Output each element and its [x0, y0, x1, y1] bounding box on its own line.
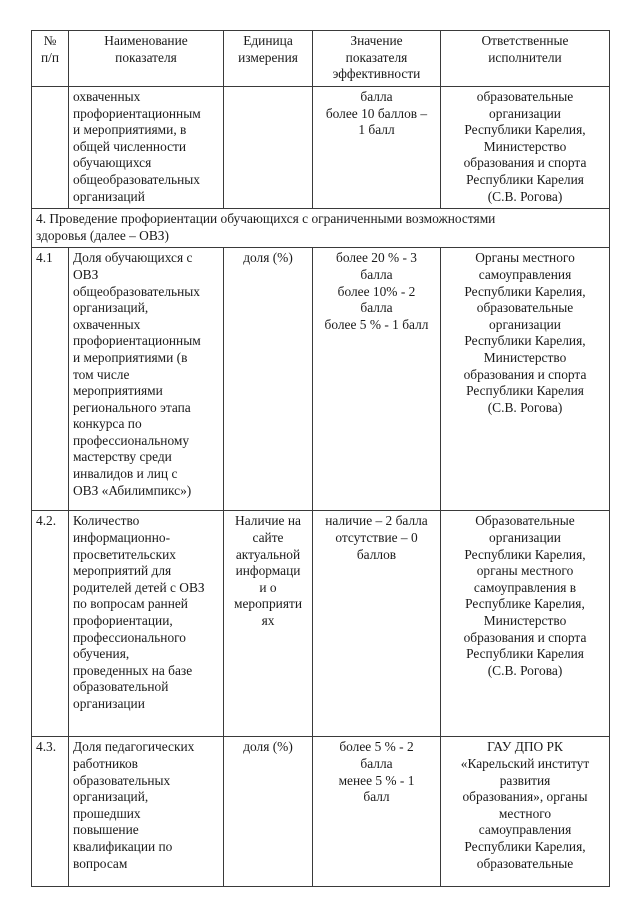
table-row: [32, 511, 610, 737]
indicators-table: [31, 30, 610, 887]
row-unit: доля (%): [224, 737, 313, 887]
row-num: [32, 87, 69, 209]
row-unit: Наличие на сайте актуальной информаци и о мероприяти ях: [224, 511, 313, 737]
row-name: охваченных профориентационным и мероприятиями, в общей численности обучающихся общеобразовательных организаций: [69, 87, 224, 209]
row-num: 4.2.: [32, 511, 69, 737]
header-name: Наименование показателя: [69, 31, 224, 87]
row-value: более 5 % - 2 балла менее 5 % - 1 балл: [313, 737, 441, 887]
row-responsible: ГАУ ДПО РК «Карельский институт развития образования», органы местного самоуправления Республики Карелия, образовательные: [441, 737, 610, 887]
row-num: 4.3.: [32, 737, 69, 887]
table-header-row: [32, 31, 610, 87]
row-unit: доля (%): [224, 248, 313, 511]
row-responsible: образовательные организации Республики Карелия, Министерство образования и спорта Республики Карелия (С.В. Рогова): [441, 87, 610, 209]
row-name: Количество информационно- просветительских мероприятий для родителей детей с ОВЗ по вопросам ранней профориентации, профессионального обучения, проведенных на базе образовательной организации: [69, 511, 224, 737]
row-responsible: Органы местного самоуправления Республики Карелия, образовательные организации Республики Карелия, Министерство образования и спорта Республики Карелия (С.В. Рогова): [441, 248, 610, 511]
row-name: Доля педагогических работников образовательных организаций, прошедших повышение квалификации по вопросам: [69, 737, 224, 887]
row-value: более 20 % - 3 балла более 10% - 2 балла более 5 % - 1 балл: [313, 248, 441, 511]
row-value: балла более 10 баллов – 1 балл: [313, 87, 441, 209]
section-4-title: 4. Проведение профориентации обучающихся с ограниченными возможностями здоровья (далее – ОВЗ): [32, 209, 610, 248]
table-row: [32, 87, 610, 209]
table-row: [32, 737, 610, 887]
row-value: наличие – 2 балла отсутствие – 0 баллов: [313, 511, 441, 737]
header-num: № п/п: [32, 31, 69, 87]
header-responsible: Ответственные исполнители: [441, 31, 610, 87]
table-row: [32, 248, 610, 511]
section-heading-row: [32, 209, 610, 248]
row-num: 4.1: [32, 248, 69, 511]
row-name: Доля обучающихся с ОВЗ общеобразовательных организаций, охваченных профориентационным и мероприятиями (в том числе мероприятиями регионального этапа конкурса по профессиональному мастерству среди инвалидов и лиц с ОВЗ «Абилимпикс»): [69, 248, 224, 511]
header-value: Значение показателя эффективности: [313, 31, 441, 87]
row-unit: [224, 87, 313, 209]
header-unit: Единица измерения: [224, 31, 313, 87]
row-responsible: Образовательные организации Республики Карелия, органы местного самоуправления в Республике Карелия, Министерство образования и спорта Республики Карелия (С.В. Рогова): [441, 511, 610, 737]
